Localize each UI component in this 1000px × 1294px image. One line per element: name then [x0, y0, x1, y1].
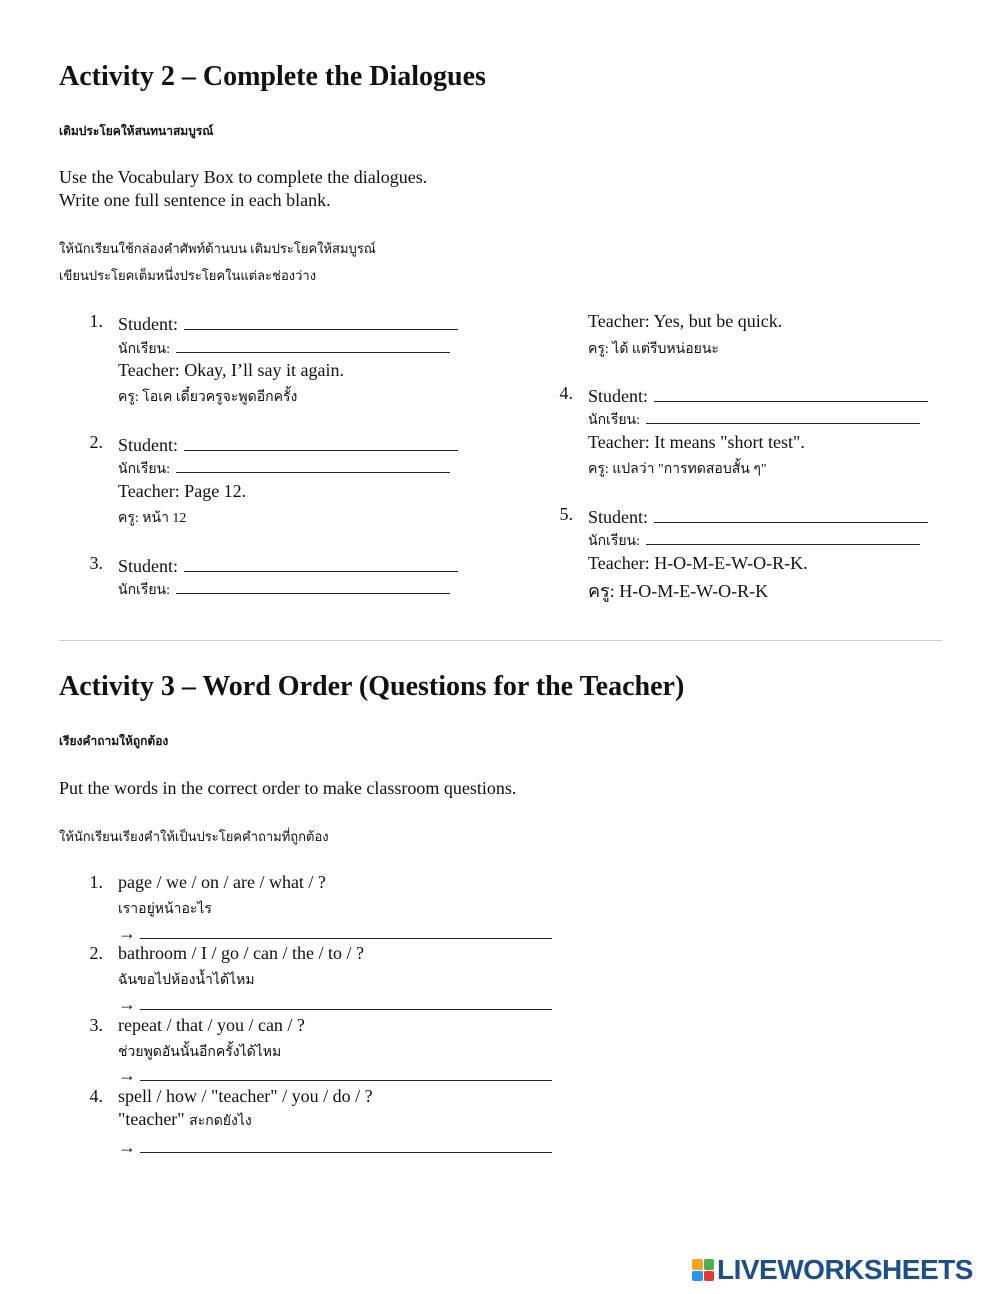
- question-hint-th: ช่วยพูดอันนั้นอีกครั้งได้ไหม: [118, 1045, 282, 1060]
- answer-row: [118, 1062, 552, 1086]
- teacher-line-th: ครู: แปลว่า "การทดสอบสั้น ๆ": [588, 462, 767, 477]
- dialogue-number: 4.: [559, 383, 573, 403]
- dialogue-student-row-th: [118, 458, 450, 480]
- dialogue-student-row: [588, 504, 928, 528]
- answer-blank[interactable]: [140, 920, 552, 939]
- teacher-line-en: Teacher: Yes, but be quick.: [588, 311, 783, 331]
- logo-mark-icon: [692, 1259, 714, 1281]
- teacher-line-en: Teacher: Page 12.: [118, 481, 247, 501]
- question-number: 2.: [89, 943, 103, 963]
- activity2-instruction-en-2: Write one full sentence in each blank.: [59, 190, 331, 210]
- answer-row: [118, 1134, 552, 1158]
- question-number: 3.: [89, 1015, 103, 1035]
- student-label: Student:: [118, 314, 179, 334]
- student-answer-blank[interactable]: [184, 553, 458, 572]
- question-hint-th: ฉันขอไปห้องน้ำได้ไหม: [118, 973, 255, 988]
- student-label: Student:: [118, 435, 179, 455]
- dialogue-student-row-th: [588, 530, 920, 552]
- dialogue-student-row: [118, 432, 458, 456]
- student-label-th: นักเรียน:: [588, 534, 641, 549]
- dialogue-number: 1.: [89, 311, 103, 331]
- student-label: Student:: [588, 507, 649, 527]
- student-answer-blank[interactable]: [654, 504, 928, 523]
- student-label: Student:: [118, 556, 179, 576]
- student-label-th: นักเรียน:: [118, 583, 171, 598]
- answer-blank[interactable]: [140, 1134, 552, 1153]
- answer-blank[interactable]: [140, 991, 552, 1010]
- teacher-line-th: ครู: H-O-M-E-W-O-R-K: [588, 581, 769, 601]
- student-label-th: นักเรียน:: [118, 342, 171, 357]
- question-words: repeat / that / you / can / ?: [118, 1015, 305, 1035]
- question-words: bathroom / I / go / can / the / to / ?: [118, 943, 364, 963]
- question-hint-en: "teacher": [118, 1109, 185, 1129]
- teacher-line-en: Teacher: Okay, I’ll say it again.: [118, 360, 344, 380]
- question-hint-th: สะกดยังไง: [189, 1114, 252, 1129]
- student-answer-blank[interactable]: [184, 432, 458, 451]
- activity3-title: Activity 3 – Word Order (Questions for the Teacher): [59, 671, 685, 702]
- student-answer-blank-th[interactable]: [646, 409, 920, 424]
- question-hint-th: เราอยู่หน้าอะไร: [118, 902, 212, 917]
- question-hint: [118, 1109, 252, 1132]
- liveworksheets-logo: [692, 1256, 973, 1284]
- activity2-instruction-th-1: ให้นักเรียนใช้กล่องคำศัพท์ด้านบน เติมประโยคให้สมบูรณ์: [59, 241, 376, 256]
- activity2-subtitle-th: เติมประโยคให้สนทนาสมบูรณ์: [59, 124, 214, 138]
- answer-blank[interactable]: [140, 1062, 552, 1081]
- question-number: 1.: [89, 872, 103, 892]
- question-words: spell / how / "teacher" / you / do / ?: [118, 1086, 373, 1106]
- teacher-line-th: ครู: หน้า 12: [118, 511, 187, 526]
- dialogue-student-row: [118, 553, 458, 577]
- activity3-instruction-th: ให้นักเรียนเรียงคำให้เป็นประโยคคำถามที่ถูกต้อง: [59, 829, 329, 844]
- student-label-th: นักเรียน:: [118, 462, 171, 477]
- question-words: page / we / on / are / what / ?: [118, 872, 326, 892]
- teacher-line-th: ครู: ได้ แต่รีบหน่อยนะ: [588, 342, 719, 357]
- dialogue-number: 5.: [559, 504, 573, 524]
- activity2-title: Activity 2 – Complete the Dialogues: [59, 61, 486, 92]
- student-answer-blank-th[interactable]: [176, 338, 450, 353]
- activity2-instruction-en-1: Use the Vocabulary Box to complete the dialogues.: [59, 167, 428, 187]
- activity3-subtitle-th: เรียงคำถามให้ถูกต้อง: [59, 734, 169, 748]
- arrow-icon: →: [118, 923, 136, 943]
- teacher-line-en: Teacher: It means "short test".: [588, 432, 805, 452]
- question-number: 4.: [89, 1086, 103, 1106]
- student-answer-blank[interactable]: [654, 383, 928, 402]
- dialogue-student-row: [588, 383, 928, 407]
- dialogue-student-row: [118, 311, 458, 335]
- arrow-icon: →: [118, 1137, 136, 1157]
- student-answer-blank[interactable]: [184, 311, 458, 330]
- logo-text: LIVEWORKSHEETS: [717, 1254, 973, 1285]
- answer-row: [118, 991, 552, 1015]
- dialogue-student-row-th: [118, 338, 450, 360]
- activity3-instruction-en: Put the words in the correct order to make classroom questions.: [59, 778, 517, 798]
- dialogue-number: 3.: [89, 553, 103, 573]
- teacher-line-en: Teacher: H-O-M-E-W-O-R-K.: [588, 553, 808, 573]
- arrow-icon: →: [118, 994, 136, 1014]
- section-divider: [59, 640, 942, 641]
- answer-row: [118, 920, 552, 944]
- student-label: Student:: [588, 386, 649, 406]
- dialogue-student-row-th: [588, 409, 920, 431]
- arrow-icon: →: [118, 1065, 136, 1085]
- student-answer-blank-th[interactable]: [176, 458, 450, 473]
- dialogue-number: 2.: [89, 432, 103, 452]
- teacher-line-th: ครู: โอเค เดี๋ยวครูจะพูดอีกครั้ง: [118, 390, 298, 405]
- student-label-th: นักเรียน:: [588, 413, 641, 428]
- activity2-instruction-th-2: เขียนประโยคเต็มหนึ่งประโยคในแต่ละช่องว่าง: [59, 268, 317, 283]
- student-answer-blank-th[interactable]: [646, 530, 920, 545]
- dialogue-student-row-th: [118, 579, 450, 601]
- student-answer-blank-th[interactable]: [176, 579, 450, 594]
